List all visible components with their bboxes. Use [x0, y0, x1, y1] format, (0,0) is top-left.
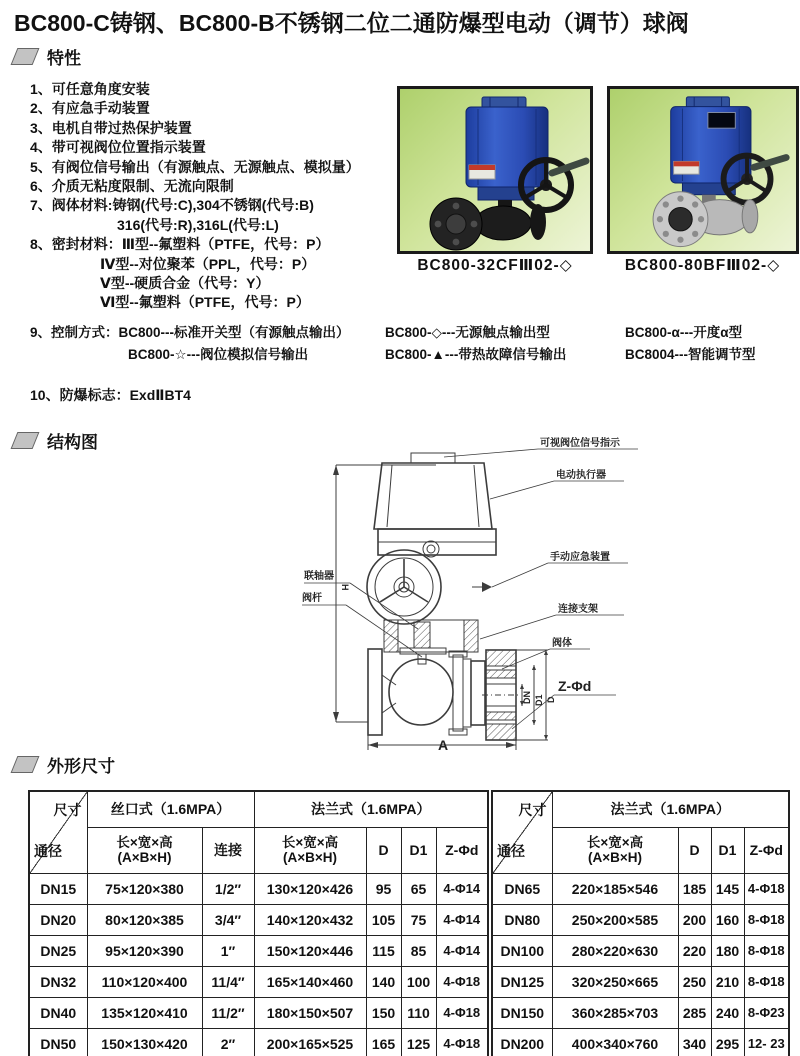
explosion-proof-mark: 10、防爆标志：ExdⅡBT4	[30, 387, 191, 403]
bracket-wall-right	[464, 620, 478, 652]
table-row: DN125 320×250×665 250 210 8-Φ18	[492, 966, 789, 997]
dim-d-label: D	[546, 696, 556, 703]
group-flanged: 法兰式（1.6MPA）	[254, 791, 488, 827]
header-d: D	[678, 827, 711, 873]
product-caption-1: BC800-32CFⅢ02-◇	[417, 257, 573, 274]
feature-line: 7、阀体材料:铸钢(代号:C),304不锈钢(代号:B)	[30, 197, 314, 214]
control-line: BC800-α---开度α型	[625, 325, 743, 340]
dimension-table-left	[28, 790, 489, 1056]
feature-line: 1、可任意角度安装	[30, 81, 150, 97]
header-size-threaded: 长×宽×高 (A×B×H)	[87, 827, 202, 873]
coupling	[414, 622, 430, 648]
feature-line: Ⅵ型--氟塑料（PTFE，代号：P）	[100, 294, 310, 311]
feature-line: 2、有应急手动装置	[30, 100, 150, 117]
header-d1: D1	[401, 827, 436, 873]
header-d1: D1	[711, 827, 744, 873]
table-row: DN20 80×120×385 3/4″ 140×120×432 105 75 4-Φ14	[29, 904, 488, 935]
feature-line: 6、介质无粘度限制、无流向限制	[30, 178, 234, 195]
valve-ball-body	[389, 659, 453, 725]
actuator-cap	[411, 453, 455, 463]
header-size-flanged: 长×宽×高 (A×B×H)	[254, 827, 366, 873]
table-row: DN65 220×185×546 185 145 4-Φ18	[492, 873, 789, 904]
section-structure-label: 结构图	[47, 433, 98, 452]
table-row: DN15 75×120×380 1/2″ 130×120×426 95 65 4-Φ14	[29, 873, 488, 904]
header-d: D	[366, 827, 401, 873]
section-dimensions-label: 外形尺寸	[47, 757, 115, 776]
callout-coupling: 联轴器	[304, 571, 334, 582]
group-threaded: 丝口式（1.6MPA）	[87, 791, 254, 827]
control-line: 9、控制方式：BC800---标准开关型（有源触点输出）	[30, 325, 350, 340]
callout-z-phi-d: Z-Φd	[558, 678, 592, 694]
header-z-phi-d: Z-Φd	[436, 827, 488, 873]
feature-line: Ⅳ型--对位聚苯（PPL，代号：P）	[100, 255, 316, 272]
manual-device-pointer	[482, 582, 492, 592]
corner-size-label: 尺寸	[518, 802, 547, 818]
page-title: BC800-C铸钢、BC800-B不锈钢二位二通防爆型电动（调节）球阀	[14, 10, 689, 36]
parallelogram-bullet-icon	[11, 756, 40, 773]
callout-body: 阀体	[552, 638, 572, 649]
control-line: BC800-☆---阀位模拟信号输出	[128, 347, 309, 362]
table-row: DN40 135×120×410 11/2″ 180×150×507 150 110 4-Φ18	[29, 997, 488, 1028]
table-row: DN80 250×200×585 200 160 8-Φ18	[492, 904, 789, 935]
callout-actuator: 电动执行器	[556, 470, 606, 481]
structure-diagram	[186, 437, 761, 752]
product-photo-cast-steel	[397, 86, 593, 254]
parallelogram-bullet-icon	[11, 48, 40, 65]
dim-a-label: A	[438, 737, 449, 752]
feature-line: 4、带可视阀位位置指示装置	[30, 139, 206, 156]
table-row: DN150 360×285×703 285 240 8-Φ23	[492, 997, 789, 1028]
dim-d1-label: D1	[534, 694, 544, 706]
product-caption-2: BC800-80BFⅢ02-◇	[624, 257, 781, 274]
feature-line: 3、电机自带过热保护装置	[30, 119, 192, 136]
header-size-flanged: 长×宽×高 (A×B×H)	[552, 827, 678, 873]
table-row: DN100 280×220×630 220 180 8-Φ18	[492, 935, 789, 966]
dimension-table-right	[491, 790, 790, 1056]
feature-line: 8、密封材料：Ⅲ型--氟塑料（PTFE，代号：P）	[30, 236, 330, 253]
callout-indicator: 可视阀位信号指示	[540, 438, 620, 449]
corner-cell	[29, 791, 87, 873]
control-mode-column-3	[625, 322, 756, 366]
table-row: DN25 95×120×390 1″ 150×120×446 115 85 4-Φ14	[29, 935, 488, 966]
feature-line: Ⅴ型--硬质合金（代号：Y）	[100, 275, 270, 292]
group-flanged: 法兰式（1.6MPA）	[552, 791, 789, 827]
feature-line: 5、有阀位信号输出（有源触点、无源触点、模拟量）	[30, 158, 360, 175]
control-mode-column-1	[30, 322, 350, 366]
cast-steel-valve-illustration	[400, 89, 590, 251]
section-structure	[14, 428, 98, 453]
control-line: BC8004---智能调节型	[625, 347, 756, 362]
corner-size-label: 尺寸	[53, 802, 82, 818]
corner-dn-label: 通径	[34, 842, 62, 859]
callout-stem: 阀杆	[302, 593, 322, 604]
header-connection: 连接	[202, 827, 254, 873]
features-list	[30, 80, 360, 313]
table-row: DN50 150×130×420 2″ 200×165×525 165 125 4-Φ18	[29, 1028, 488, 1056]
control-line: BC800-▲---带热故障信号输出	[385, 347, 567, 362]
header-z-phi-d: Z-Φd	[744, 827, 789, 873]
dim-dn-label: DN	[522, 691, 532, 704]
table-row: DN200 400×340×760 340 295 12- 23	[492, 1028, 789, 1056]
corner-cell	[492, 791, 552, 873]
table-row: DN32 110×120×400 11/4″ 165×140×460 140 100 4-Φ18	[29, 966, 488, 997]
dimension-tables	[28, 790, 790, 1056]
dim-h-label: H	[340, 584, 350, 591]
callout-manual: 手动应急装置	[550, 552, 610, 563]
corner-dn-label: 通径	[497, 842, 525, 859]
callout-bracket: 连接支架	[558, 604, 598, 615]
control-line: BC800-◇---无源触点输出型	[385, 325, 550, 340]
section-dimensions	[14, 752, 115, 777]
valve-left-flange	[368, 649, 382, 735]
parallelogram-bullet-icon	[11, 432, 40, 449]
section-features	[14, 44, 81, 69]
section-features-label: 特性	[47, 49, 81, 68]
control-mode-column-2	[385, 322, 566, 366]
feature-line: 316(代号:R),316L(代号:L)	[117, 216, 279, 233]
product-photo-stainless	[607, 86, 799, 254]
stainless-valve-illustration	[610, 89, 796, 248]
